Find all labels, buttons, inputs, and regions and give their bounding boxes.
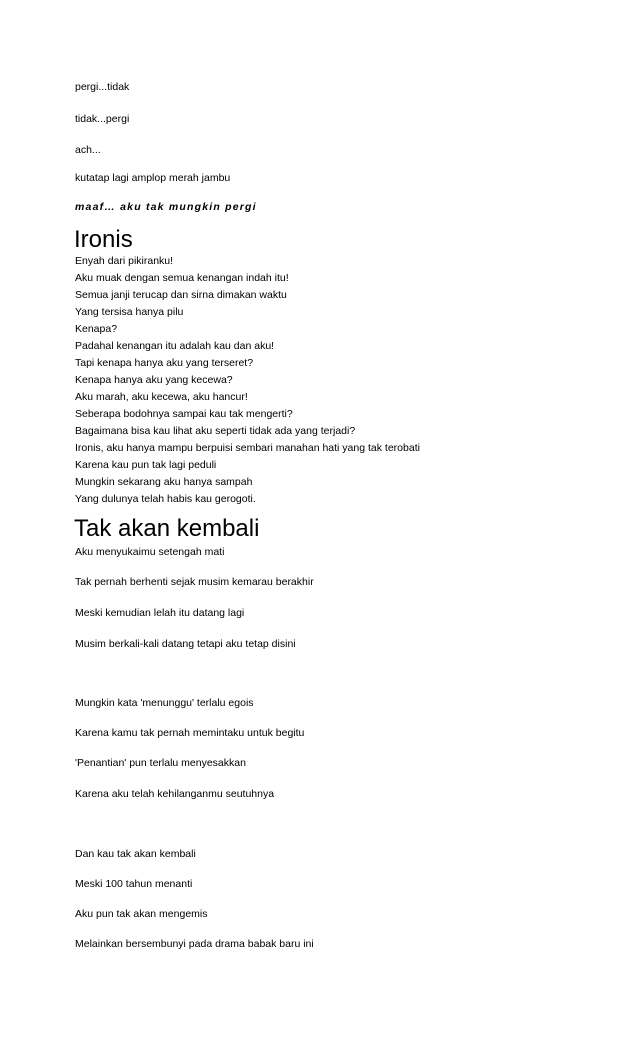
- poem-line: Karena aku telah kehilanganmu seutuhnya: [75, 788, 275, 800]
- poem-line: Meski kemudian lelah itu datang lagi: [75, 607, 245, 619]
- poem-line: Yang dulunya telah habis kau gerogoti.: [75, 493, 256, 505]
- poem-line: Melainkan bersembunyi pada drama babak baru ini: [75, 938, 314, 950]
- poem-line: Ironis, aku hanya mampu berpuisi sembari manahan hati yang tak terobati: [75, 442, 420, 454]
- poem-line: Meski 100 tahun menanti: [75, 878, 193, 890]
- poem-title-tak-akan-kembali: Tak akan kembali: [74, 515, 260, 542]
- poem-line: Aku menyukaimu setengah mati: [75, 546, 225, 558]
- poem-line: Tak pernah berhenti sejak musim kemarau berakhir: [75, 576, 314, 588]
- poem-line: Aku marah, aku kecewa, aku hancur!: [75, 391, 248, 403]
- poem-line: Mungkin sekarang aku hanya sampah: [75, 476, 253, 488]
- intro-line-emphasis: maaf… aku tak mungkin pergi: [75, 201, 257, 213]
- poem-line: Aku muak dengan semua kenangan indah itu!: [75, 272, 289, 284]
- poem-line: Bagaimana bisa kau lihat aku seperti tidak ada yang terjadi?: [75, 425, 356, 437]
- intro-line-2: tidak...pergi: [75, 113, 130, 125]
- poem-line: Mungkin kata 'menunggu' terlalu egois: [75, 697, 254, 709]
- poem-line: Seberapa bodohnya sampai kau tak mengerti?: [75, 408, 293, 420]
- poem-line: Kenapa hanya aku yang kecewa?: [75, 374, 233, 386]
- poem-line: Kenapa?: [75, 323, 118, 335]
- poem-line: Aku pun tak akan mengemis: [75, 908, 208, 920]
- poem-line: Tapi kenapa hanya aku yang terseret?: [75, 357, 254, 369]
- poem-line: Semua janji terucap dan sirna dimakan waktu: [75, 289, 287, 301]
- poem-line: Dan kau tak akan kembali: [75, 848, 196, 860]
- poem-line: Musim berkali-kali datang tetapi aku tetap disini: [75, 638, 296, 650]
- poem-line: Yang tersisa hanya pilu: [75, 306, 184, 318]
- poem-line: Karena kau pun tak lagi peduli: [75, 459, 217, 471]
- intro-line-1: pergi...tidak: [75, 81, 130, 93]
- poem-line: Enyah dari pikiranku!: [75, 255, 174, 267]
- intro-line-3: ach...: [75, 144, 101, 156]
- poem-line: 'Penantian' pun terlalu menyesakkan: [75, 757, 246, 769]
- poem-title-ironis: Ironis: [74, 226, 133, 253]
- poem-line: Karena kamu tak pernah memintaku untuk begitu: [75, 727, 305, 739]
- intro-line-4: kutatap lagi amplop merah jambu: [75, 172, 231, 184]
- poem-line: Padahal kenangan itu adalah kau dan aku!: [75, 340, 275, 352]
